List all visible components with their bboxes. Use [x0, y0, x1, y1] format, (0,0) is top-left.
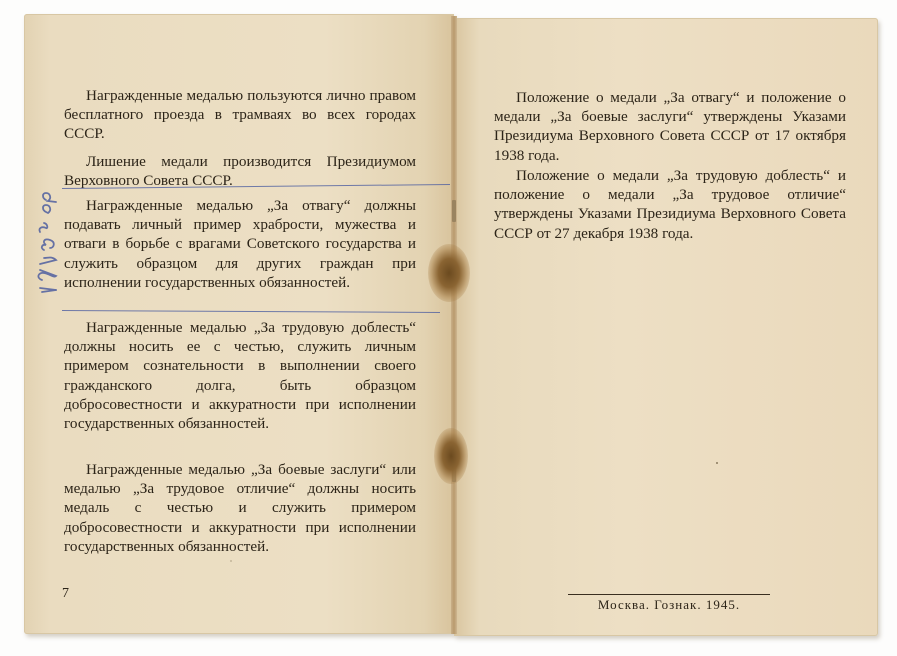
- right-paragraph-labour-regulation: Положение о медали „За трудовую доблесть“ и положение о медали „За трудовое отличие“ утверждены Указами Президиума Верховного Совета СССР от 27 декабря 1938 года.: [494, 167, 846, 242]
- rust-stain-top: [428, 244, 470, 302]
- left-paragraph-bravery: Награжденные медалью „За отвагу“ должны подавать личный пример храбрости, мужества и отваги в борьбе с врагами Советского государства и служить образцом для других граждан при исполнении государственных обязанностей.: [64, 197, 416, 291]
- imprint-rule: [568, 594, 770, 595]
- left-paragraph-combat-merit: Награжденные медалью „За боевые заслуги“ или медалью „За трудовое отличие“ должны носить медаль с честью и служить примером добросовестности и аккуратности при исполнении государственных обязанностей.: [64, 461, 416, 555]
- handwritten-date-note: [30, 192, 70, 296]
- paper-speck: [716, 462, 718, 464]
- book-spine: [451, 16, 457, 634]
- left-paragraph-revocation: Лишение медали производится Президиумом Верховного Совета СССР.: [64, 153, 416, 190]
- right-paragraph-bravery-merit-regulation: Положение о медали „За отвагу“ и положение о медали „За боевые заслуги“ утверждены Указами Президиума Верховного Совета СССР от 17 октября 1938 года.: [494, 89, 846, 164]
- page-number: 7: [62, 586, 69, 601]
- printer-imprint: Москва. Гознак. 1945.: [597, 597, 741, 612]
- left-paragraph-labour-valour: Награжденные медалью „За трудовую доблесть“ должны носить ее с честью, служить личным примером сознательности в выполнении своего гражданского долга, быть образцом добросовестности и аккуратности при исполнении государственных обязанностей.: [64, 319, 416, 433]
- left-paragraph-free-travel: Награжденные медалью пользуются лично правом бесплатного проезда в трамваях во всех городах СССР.: [64, 87, 416, 143]
- rust-stain-bottom: [434, 428, 468, 484]
- paper-speck: [230, 560, 232, 562]
- staple-top: [452, 200, 456, 222]
